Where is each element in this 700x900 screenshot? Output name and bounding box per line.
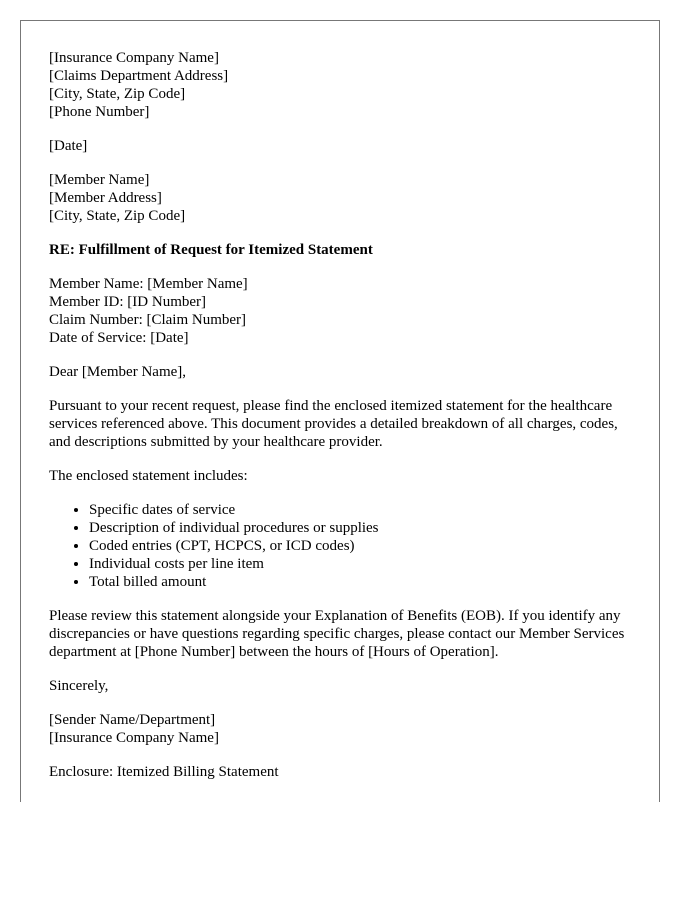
statement-contents-list — [49, 501, 639, 591]
signature-company: [Insurance Company Name] — [49, 730, 219, 746]
reference-member-name: Member Name: [Member Name] — [49, 276, 248, 292]
sender-address-block — [49, 49, 639, 121]
body-paragraph-2: Please review this statement alongside your Explanation of Benefits (EOB). If you identify any discrepancies or have questions regarding specific charges, please contact our Member Services department at [Phone Number] between the hours of [Hours of Operation]. — [49, 608, 625, 660]
list-item: • Coded entries (CPT, HCPCS, or ICD codes) — [89, 537, 639, 555]
letter-content — [49, 49, 639, 797]
letter-page — [20, 20, 660, 802]
enclosure-line: Enclosure: Itemized Billing Statement — [49, 764, 279, 780]
recipient-name: [Member Name] — [49, 172, 150, 188]
closing: Sincerely, — [49, 678, 109, 694]
reference-member-id: Member ID: [ID Number] — [49, 294, 207, 310]
list-item: • Description of individual procedures or supplies — [89, 519, 639, 537]
body-paragraph-1: Pursuant to your recent request, please find the enclosed itemized statement for the healthcare services referenced above. This document provides a detailed breakdown of all charges, codes, and descriptions submitted by your healthcare provider. — [49, 398, 618, 450]
recipient-address: [Member Address] — [49, 190, 162, 206]
list-item: • Individual costs per line item — [89, 555, 639, 573]
list-item: • Specific dates of service — [89, 501, 639, 519]
list-item: • Total billed amount — [89, 573, 639, 591]
sender-company: [Insurance Company Name] — [49, 50, 219, 66]
signature-sender: [Sender Name/Department] — [49, 712, 216, 728]
sender-address: [Claims Department Address] — [49, 68, 229, 84]
recipient-city-state-zip: [City, State, Zip Code] — [49, 208, 186, 224]
sender-phone: [Phone Number] — [49, 104, 150, 120]
subject-line: RE: Fulfillment of Request for Itemized Statement — [49, 242, 373, 258]
reference-claim-number: Claim Number: [Claim Number] — [49, 312, 247, 328]
letter-date: [Date] — [49, 138, 88, 154]
reference-block — [49, 275, 639, 347]
salutation: Dear [Member Name], — [49, 364, 187, 380]
signature-block — [49, 711, 639, 747]
sender-city-state-zip: [City, State, Zip Code] — [49, 86, 186, 102]
list-intro: The enclosed statement includes: — [49, 468, 248, 484]
reference-date-of-service: Date of Service: [Date] — [49, 330, 189, 346]
recipient-address-block — [49, 171, 639, 225]
